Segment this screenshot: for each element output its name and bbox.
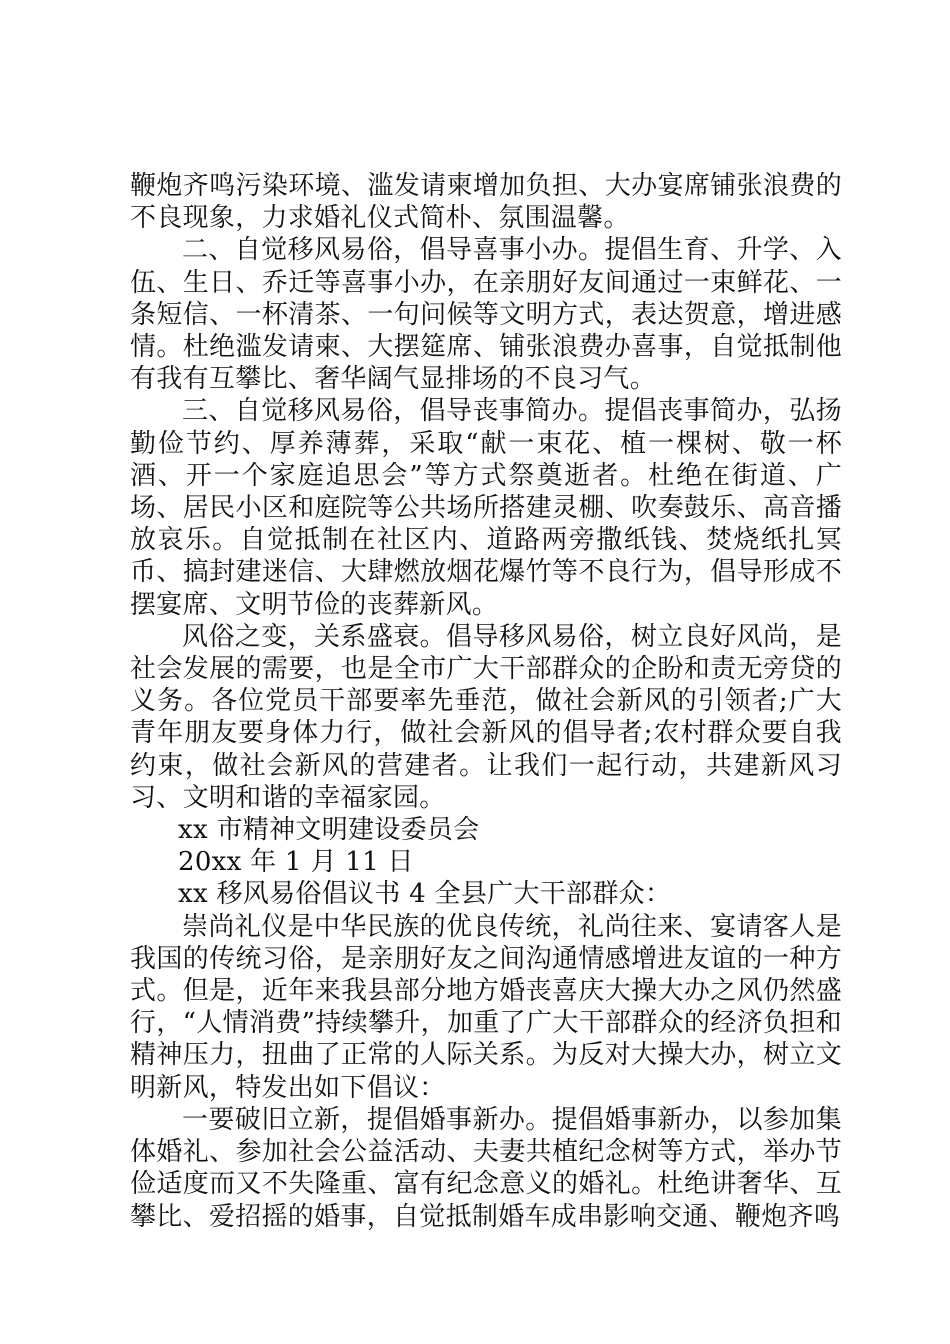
paragraph-conclusion: 风俗之变，关系盛衰。倡导移风易俗，树立良好风尚，是社会发展的需要，也是全市广大干部群众的企盼和责无旁贷的义务。各位党员干部要率先垂范，做社会新风的引领者;广大青年朋友要身体力行，做社会新风的倡导者;农村群众要自我约束，做社会新风的营建者。让我们一起行动，共建新风习习、文明和谐的幸福家园。 [130, 621, 842, 813]
paragraph-continuation: 鞭炮齐鸣污染环境、滥发请柬增加负担、大办宴席铺张浪费的不良现象，力求婚礼仪式简朴、氛围温馨。 [130, 171, 842, 234]
paragraph-item-1-2: 一要破旧立新，提倡婚事新办。提倡婚事新办，以参加集体婚礼、参加社会公益活动、夫妻共植纪念树等方式，举办节俭适度而又不失隆重、富有纪念意义的婚礼。杜绝讲奢华、互攀比、爱招摇的婚事，自觉抵制婚车成串影响交通、鞭炮齐鸣 [130, 1104, 842, 1232]
signature-organization: xx 市精神文明建设委员会 [178, 815, 480, 846]
paragraph-item-2: 二、自觉移风易俗，倡导喜事小办。提倡生育、升学、入伍、生日、乔迁等喜事小办，在亲朋好友间通过一束鲜花、一条短信、一杯清茶、一句问候等文明方式，表达贺意，增进感情。杜绝滥发请柬、大摆筵席、铺张浪费办喜事，自觉抵制他有我有互攀比、奢华阔气显排场的不良习气。 [130, 235, 842, 395]
document-body [130, 170, 842, 1233]
signature-date: 20xx 年 1 月 11 日 [178, 847, 414, 878]
paragraph-item-3: 三、自觉移风易俗，倡导丧事简办。提倡丧事简办，弘扬勤俭节约、厚养薄葬，采取“献一束花、植一棵树、敬一杯酒、开一个家庭追思会”等方式祭奠逝者。杜绝在街道、广场、居民小区和庭院等公共场所搭建灵棚、吹奏鼓乐、高音播放哀乐。自觉抵制在社区内、道路两旁撒纸钱、焚烧纸扎冥币、搞封建迷信、大肆燃放烟花爆竹等不良行为，倡导形成不摆宴席、文明节俭的丧葬新风。 [130, 396, 842, 620]
next-document-title: xx 移风易俗倡议书 4 全县广大干部群众： [178, 879, 672, 910]
paragraph-intro-2: 崇尚礼仪是中华民族的优良传统，礼尚往来、宴请客人是我国的传统习俗，是亲朋好友之间沟通情感增进友谊的一种方式。但是，近年来我县部分地方婚丧喜庆大操大办之风仍然盛行，“人情消费”持续攀升，加重了广大干部群众的经济负担和精神压力，扭曲了正常的人际关系。为反对大操大办，树立文明新风，特发出如下倡议： [130, 911, 842, 1103]
